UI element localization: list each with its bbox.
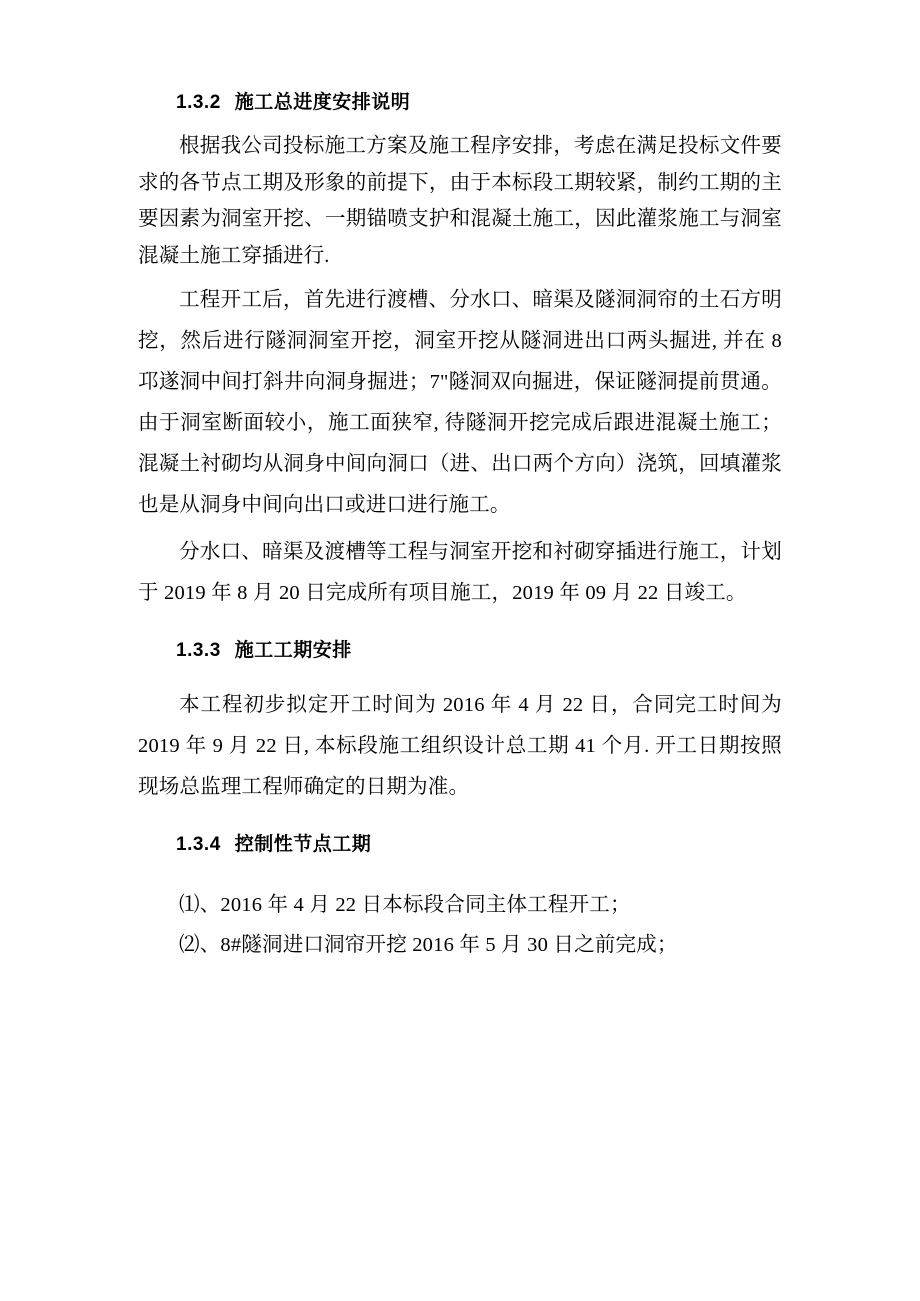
- list-item: ⑵、8#隧洞进口洞帘开挖 2016 年 5 月 30 日之前完成；: [179, 934, 678, 957]
- section-title: 施工总进度安排说明: [234, 92, 411, 113]
- section-heading-132: [138, 88, 782, 118]
- spacer: [138, 677, 782, 685]
- spacer: [138, 814, 782, 830]
- spacer: [138, 620, 782, 636]
- section-number: 1.3.2: [176, 92, 221, 113]
- section-title: 施工工期安排: [234, 640, 352, 662]
- paragraph: 本工程初步拟定开工时间为 2016 年 4 月 22 日，合同完工时间为 2019 年 9 月 22 日, 本标段施工组织设计总工期 41 个月. 开工日期按照现场总监理工程师确定的日期为准。: [138, 693, 782, 798]
- paragraph: 工程开工后，首先进行渡槽、分水口、暗渠及隧洞洞帘的土石方明挖，然后进行隧洞洞室开挖，洞室开挖从隧洞进出口两头掘进, 并在 8 邛遂洞中间打斜井向洞身掘进；7"隧洞双向掘进，保证隧洞提前贯通。由于洞室断面较小，施工面狭窄, 待隧洞开挖完成后跟进混凝土施工；混凝土衬砌均从洞身中间向洞口（进、出口两个方向）浇筑，回填灌浆也是从洞身中间向出口或进口进行施工。: [138, 289, 782, 517]
- section-title: 控制性节点工期: [234, 833, 372, 855]
- section-heading-133: [138, 636, 782, 666]
- list-item: ⑴、2016 年 4 月 22 日本标段合同主体工程开工；: [179, 894, 631, 917]
- section-number: 1.3.3: [176, 640, 221, 662]
- section-number: 1.3.4: [176, 833, 221, 855]
- paragraph: 根据我公司投标施工方案及施工程序安排，考虑在满足投标文件要求的各节点工期及形象的前提下，由于本标段工期较紧，制约工期的主要因素为洞室开挖、一期锚喷支护和混凝土施工，因此灌浆施工与洞室混凝土施工穿插进行.: [138, 135, 782, 267]
- spacer: [138, 870, 782, 886]
- section-heading-134: [138, 830, 782, 860]
- paragraph: 分水口、暗渠及渡槽等工程与洞室开挖和衬砌穿插进行施工，计划于 2019 年 8 月 20 日完成所有项目施工，2019 年 09 月 22 日竣工。: [138, 541, 782, 605]
